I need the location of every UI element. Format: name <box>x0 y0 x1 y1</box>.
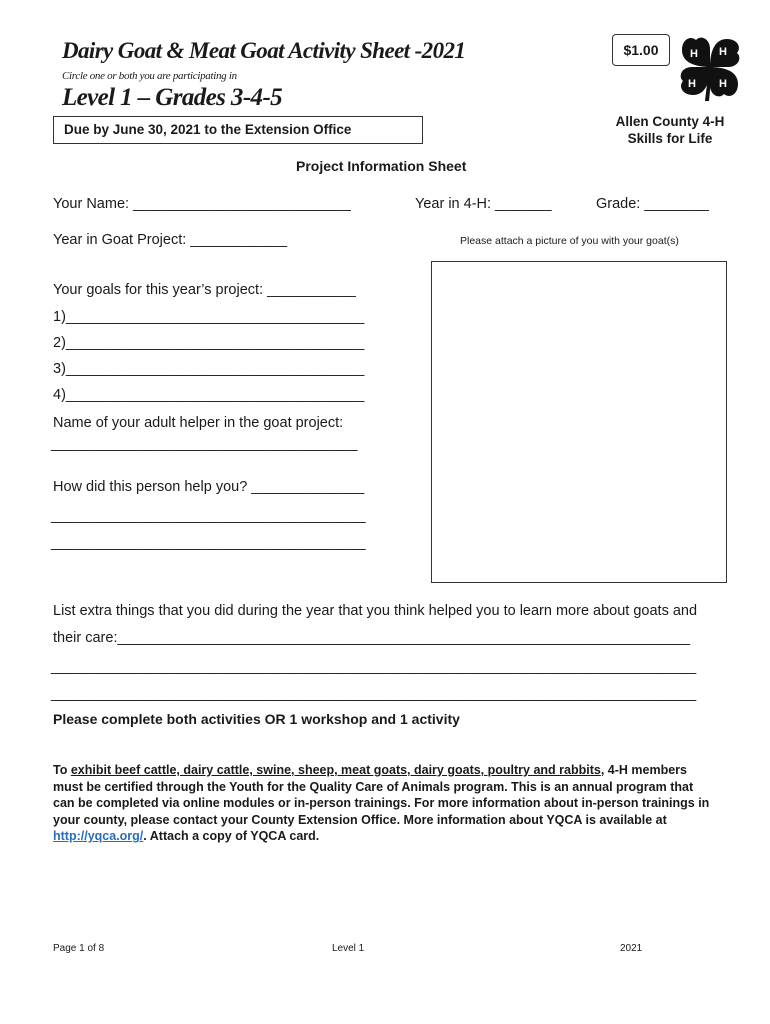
price-box: $1.00 <box>612 34 670 66</box>
due-date-box: Due by June 30, 2021 to the Extension Office <box>53 116 423 144</box>
participation-instruction: Circle one or both you are participating in <box>62 70 237 82</box>
how-help-line-1[interactable]: _______________________________________ <box>51 508 366 524</box>
year-in-4h-field[interactable]: Year in 4-H: _______ <box>415 196 552 212</box>
yqca-ending: . Attach a copy of YQCA card. <box>143 829 320 843</box>
goal-line-1[interactable]: 1)_____________________________________ <box>53 309 365 325</box>
svg-text:H: H <box>688 78 696 90</box>
section-title: Project Information Sheet <box>296 158 467 174</box>
yqca-intro: To <box>53 763 71 777</box>
photo-attachment-box[interactable] <box>431 261 727 583</box>
svg-text:H: H <box>719 46 727 58</box>
grade-field[interactable]: Grade: ________ <box>596 196 709 212</box>
yqca-paragraph <box>53 762 718 845</box>
how-help-line-2[interactable]: _______________________________________ <box>51 535 366 551</box>
goal-line-4[interactable]: 4)_____________________________________ <box>53 387 365 403</box>
yqca-link[interactable]: http://yqca.org/ <box>53 829 144 843</box>
goal-line-3[interactable]: 3)_____________________________________ <box>53 361 365 377</box>
extra-things-line-2[interactable]: ________________________________________________________________________________ <box>51 659 697 675</box>
how-help-field[interactable]: How did this person help you? ______________ <box>53 479 365 495</box>
year-in-goat-field[interactable]: Year in Goat Project: ____________ <box>53 232 288 248</box>
footer-year: 2021 <box>620 943 643 954</box>
helper-label: Name of your adult helper in the goat project: <box>53 415 344 431</box>
your-name-field[interactable]: Your Name: ___________________________ <box>53 196 351 212</box>
county-name: Allen County 4-H <box>615 114 725 129</box>
extra-things-label: List extra things that you did during the year that you think helped you to learn more about goats and <box>53 603 698 619</box>
goals-field[interactable]: Your goals for this year’s project: ___________ <box>53 282 356 298</box>
county-motto: Skills for Life <box>627 131 713 146</box>
sheet-title: Dairy Goat & Meat Goat Activity Sheet -2021 <box>62 38 466 63</box>
photo-note: Please attach a picture of you with your goat(s) <box>460 235 679 247</box>
svg-text:H: H <box>690 48 698 60</box>
activities-instruction: Please complete both activities OR 1 workshop and 1 activity <box>53 711 460 727</box>
helper-line[interactable]: ______________________________________ <box>51 436 358 452</box>
yqca-animal-list: exhibit beef cattle, dairy cattle, swine, sheep, meat goats, dairy goats, poultry and rabbits <box>70 763 601 777</box>
level-heading: Level 1 – Grades 3-4-5 <box>62 84 283 111</box>
svg-text:H: H <box>719 78 727 90</box>
footer-level: Level 1 <box>332 943 365 954</box>
extra-things-line-3[interactable]: ________________________________________________________________________________ <box>51 686 697 702</box>
yqca-body: , 4-H members must be certified through the Youth for the Quality Care of Animals program. This is an annual program that can be completed via online modules or in-person trainings. For more information about in-person trainings in your county, please contact your County Extension Office. More information about YQCA is available at <box>53 763 710 827</box>
county-block <box>590 113 750 147</box>
extra-things-line-1[interactable]: their care:_______________________________________________________________________ <box>53 630 691 646</box>
page-number: Page 1 of 8 <box>53 943 105 954</box>
4h-clover-icon <box>676 33 744 103</box>
goal-line-2[interactable]: 2)_____________________________________ <box>53 335 365 351</box>
